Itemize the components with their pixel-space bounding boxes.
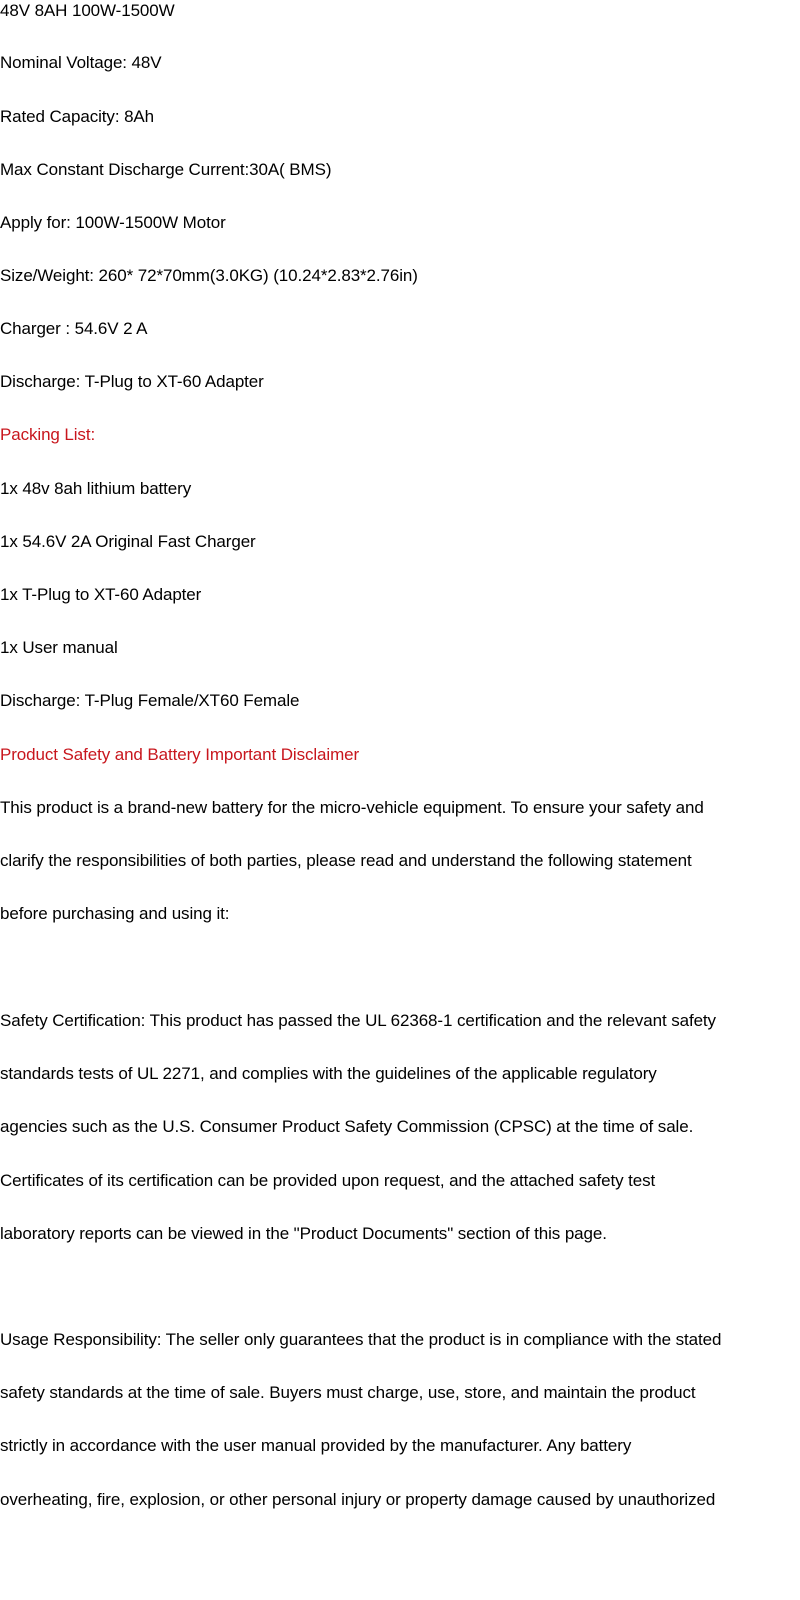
packing-list-item: 1x T-Plug to XT-60 Adapter: [0, 585, 202, 604]
packing-list-item: Discharge: T-Plug Female/XT60 Female: [0, 691, 300, 710]
paragraph-line: Usage Responsibility: The seller only guarantees that the product is in compliance with the stated: [0, 1330, 722, 1349]
spec-charger: Charger : 54.6V 2 A: [0, 319, 148, 338]
paragraph-line: safety standards at the time of sale. Buyers must charge, use, store, and maintain the product: [0, 1383, 696, 1402]
packing-list-item: 1x 48v 8ah lithium battery: [0, 479, 192, 498]
spec-discharge: Discharge: T-Plug to XT-60 Adapter: [0, 372, 264, 391]
paragraph-line: clarify the responsibilities of both parties, please read and understand the following statement: [0, 851, 692, 870]
packing-list-item: 1x User manual: [0, 638, 118, 657]
paragraph-line: standards tests of UL 2271, and complies with the guidelines of the applicable regulatory: [0, 1064, 657, 1083]
paragraph-line: before purchasing and using it:: [0, 904, 230, 923]
paragraph-line: Safety Certification: This product has passed the UL 62368-1 certification and the relevant safety: [0, 1011, 716, 1030]
paragraph-line: Certificates of its certification can be provided upon request, and the attached safety test: [0, 1171, 656, 1190]
spec-rated-capacity: Rated Capacity: 8Ah: [0, 107, 155, 126]
spec-title: 48V 8AH 100W-1500W: [0, 1, 175, 20]
paragraph-line: laboratory reports can be viewed in the "Product Documents" section of this page.: [0, 1224, 607, 1243]
paragraph-line: agencies such as the U.S. Consumer Product Safety Commission (CPSC) at the time of sale.: [0, 1117, 694, 1136]
spec-size-weight: Size/Weight: 260* 72*70mm(3.0KG) (10.24*2.83*2.76in): [0, 266, 418, 285]
paragraph-line: overheating, fire, explosion, or other personal injury or property damage caused by unauthorized: [0, 1490, 716, 1509]
spec-apply-for: Apply for: 100W-1500W Motor: [0, 213, 226, 232]
disclaimer-heading: Product Safety and Battery Important Disclaimer: [0, 745, 360, 764]
spec-nominal-voltage: Nominal Voltage: 48V: [0, 53, 162, 72]
paragraph-line: strictly in accordance with the user manual provided by the manufacturer. Any battery: [0, 1436, 632, 1455]
paragraph-line: This product is a brand-new battery for the micro-vehicle equipment. To ensure your safety and: [0, 798, 704, 817]
packing-list-item: 1x 54.6V 2A Original Fast Charger: [0, 532, 256, 551]
spec-discharge-current: Max Constant Discharge Current:30A( BMS): [0, 160, 332, 179]
packing-list-heading: Packing List:: [0, 425, 96, 444]
